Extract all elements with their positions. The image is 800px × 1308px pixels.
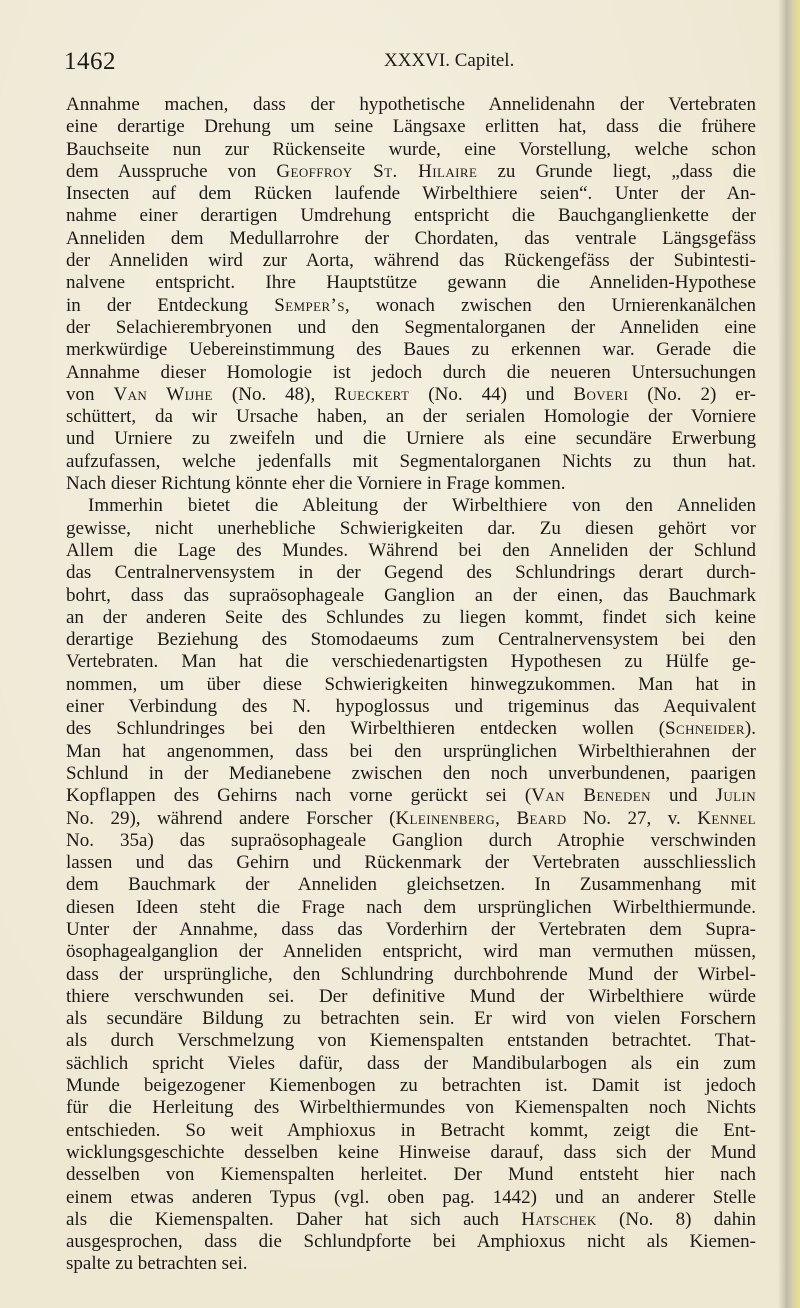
text-run: No. 35a) das supraösophageale Ganglion durch Atrophie verschwinden xyxy=(66,829,756,851)
text-line xyxy=(66,1187,756,1209)
text-run: dem Ausspruche von xyxy=(66,160,277,182)
author-name: Kennel xyxy=(697,807,756,829)
text-line xyxy=(66,1075,756,1097)
text-run: der Selachierembryonen und den Segmentalorganen der Anneliden eine xyxy=(66,316,756,338)
running-head xyxy=(64,42,754,82)
text-line xyxy=(66,897,756,919)
text-line xyxy=(66,228,756,250)
text-line xyxy=(66,629,756,651)
text-run: Man hat angenommen, dass bei den ursprünglichen Wirbelthierahnen der xyxy=(66,740,756,762)
text-line xyxy=(66,518,756,540)
text-run: schüttert, da wir Ursache haben, an der serialen Homologie der Vorniere xyxy=(66,406,756,428)
text-line xyxy=(66,250,756,272)
text-run: des Schlundringes bei den Wirbelthieren entdecken wollen ( xyxy=(66,718,666,740)
text-run: (No. 48), xyxy=(212,383,335,405)
text-line xyxy=(66,295,756,317)
text-run: einer Verbindung des N. hypoglossus und trigeminus das Aequivalent xyxy=(66,696,756,718)
text-line xyxy=(66,139,756,161)
text-run: entschieden. So weit Amphioxus in Betracht kommt, zeigt die Ent- xyxy=(66,1119,756,1141)
text-line xyxy=(66,763,756,785)
text-line xyxy=(66,785,756,807)
author-name: Boveri xyxy=(573,383,629,405)
text-line xyxy=(66,852,756,874)
text-line xyxy=(66,941,756,963)
author-name: Julin xyxy=(715,785,756,807)
text-line xyxy=(66,585,756,607)
text-run: der Anneliden wird zur Aorta, während das Rückengefäss der Subintesti- xyxy=(66,250,756,272)
author-name: Schneider xyxy=(665,718,745,740)
text-run: derartige Beziehung des Stomodaeums zum Centralnervensystem bei den xyxy=(66,629,756,651)
text-run: in der Entdeckung xyxy=(66,294,275,316)
text-line xyxy=(66,919,756,941)
page-edge-shadow xyxy=(778,0,800,1308)
text-line xyxy=(66,1030,756,1052)
text-line xyxy=(66,317,756,339)
text-run: bohrt, dass das supraösophageale Ganglion an der einen, das Bauchmark xyxy=(66,584,756,606)
text-run: Schlund in der Medianebene zwischen den noch unverbundenen, paarigen xyxy=(66,762,756,784)
text-run: Annahme dieser Homologie ist jedoch durch die neueren Untersuchungen xyxy=(66,361,756,383)
text-run: an der anderen Seite des Schlundes zu liegen kommt, findet sich keine xyxy=(66,606,756,628)
text-run: Anneliden dem Medullarrohre der Chordaten, das ventrale Längsgefäss xyxy=(66,227,756,249)
text-line xyxy=(66,205,756,227)
text-line xyxy=(66,1209,756,1231)
text-run: gewisse, nicht unerhebliche Schwierigkeiten dar. Zu diesen gehört vor xyxy=(66,517,756,539)
text-run: Immerhin bietet die Ableitung der Wirbelthiere von den Anneliden xyxy=(88,495,756,517)
text-run: Unter der Annahme, dass das Vorderhirn der Vertebraten dem Supra- xyxy=(66,918,756,940)
text-run: desselben von Kiemenspalten herleitet. Der Mund entsteht hier nach xyxy=(66,1164,756,1186)
text-run: Bauchseite nun zur Rückenseite wurde, eine Vorstellung, welche schon xyxy=(66,138,756,160)
text-run: einem etwas anderen Typus (vgl. oben pag. 1442) und an anderer Stelle xyxy=(66,1186,756,1208)
text-line xyxy=(66,161,756,183)
text-run: , wonach zwischen den Urnierenkanälchen xyxy=(344,294,756,316)
body-text xyxy=(66,94,756,1276)
text-line xyxy=(66,1142,756,1164)
text-line xyxy=(66,830,756,852)
text-run: von xyxy=(66,383,114,405)
text-run: Munde beigezogener Kiemenbogen zu betrachten ist. Damit ist jedoch xyxy=(66,1075,756,1097)
text-run: diesen Ideen steht die Frage nach dem ursprünglichen Wirbelthiermunde. xyxy=(66,896,756,918)
author-name: Rueckert xyxy=(334,383,410,405)
text-line xyxy=(66,562,756,584)
text-line xyxy=(66,1008,756,1030)
text-run: und xyxy=(650,785,716,807)
text-run: dem Bauchmark der Anneliden gleichsetzen. In Zusammenhang mit xyxy=(66,874,756,896)
text-run: als durch Verschmelzung von Kiemenspalten entstanden betrachtet. That- xyxy=(66,1030,756,1052)
text-run: ausgesprochen, dass die Schlundpforte bei Amphioxus nicht als Kiemen- xyxy=(66,1231,756,1253)
text-run: als die Kiemenspalten. Daher hat sich auch xyxy=(66,1208,522,1230)
text-run: nommen, um über diese Schwierigkeiten hinwegzukommen. Man hat in xyxy=(66,673,756,695)
text-run: Kopflappen des Gehirns nach vorne gerückt sei ( xyxy=(66,785,532,807)
text-run: dass der ursprüngliche, den Schlundring durchbohrende Mund der Wirbel- xyxy=(66,963,756,985)
text-line xyxy=(66,651,756,673)
text-run: das Centralnervensystem in der Gegend des Schlundrings derart durch- xyxy=(66,562,756,584)
text-run: lassen und das Gehirn und Rückenmark der Vertebraten ausschliesslich xyxy=(66,852,756,874)
text-run: Nach dieser Richtung könnte eher die Vorniere in Frage kommen. xyxy=(66,473,566,495)
text-run: No. 29), während andere Forscher ( xyxy=(66,807,396,829)
text-line xyxy=(66,495,756,517)
text-run: für die Herleitung des Wirbelthiermundes von Kiemenspalten noch Nichts xyxy=(66,1097,756,1119)
text-line xyxy=(66,964,756,986)
text-run: Vertebraten. Man hat die verschiedenartigsten Hypothesen zu Hülfe ge- xyxy=(66,651,756,673)
text-line xyxy=(66,1053,756,1075)
text-line xyxy=(66,1120,756,1142)
text-line xyxy=(66,808,756,830)
author-name: Semper’s xyxy=(274,294,345,316)
text-run: ). xyxy=(744,718,756,740)
text-run: (No. 2) er- xyxy=(628,383,756,405)
text-line xyxy=(66,696,756,718)
text-run: Allem die Lage des Mundes. Während bei den Anneliden der Schlund xyxy=(66,539,756,561)
text-line xyxy=(66,1097,756,1119)
text-line xyxy=(66,406,756,428)
text-line xyxy=(66,116,756,138)
text-run: sächlich spricht Vieles dafür, dass der Mandibularbogen als ein zum xyxy=(66,1052,756,1074)
text-run: Insecten auf dem Rücken laufende Wirbelthiere seien“. Unter der An- xyxy=(66,183,756,205)
text-line xyxy=(66,741,756,763)
text-run: thiere verschwunden sei. Der definitive Mund der Wirbelthiere würde xyxy=(66,985,756,1007)
text-line xyxy=(66,718,756,740)
text-run: als secundäre Bildung zu betrachten sein. Er wird von vielen Forschern xyxy=(66,1008,756,1030)
text-line xyxy=(66,94,756,116)
author-name: Van Wijhe xyxy=(113,383,213,405)
text-line xyxy=(66,339,756,361)
text-line xyxy=(66,1164,756,1186)
text-line xyxy=(66,428,756,450)
author-name: Geoffroy St. Hilaire xyxy=(276,160,478,182)
author-name: Hatschek xyxy=(521,1208,597,1230)
text-line xyxy=(66,384,756,406)
text-line xyxy=(66,1231,756,1253)
text-line xyxy=(66,272,756,294)
text-run: zu Grunde liegt, „dass die xyxy=(477,160,756,182)
text-run: merkwürdige Uebereinstimmung des Baues zu erkennen war. Gerade die xyxy=(66,339,756,361)
text-run: , xyxy=(495,807,517,829)
text-run: nahme einer derartigen Umdrehung entspricht die Bauchganglienkette der xyxy=(66,205,756,227)
page-number: 1462 xyxy=(64,48,116,75)
text-line xyxy=(66,1253,756,1275)
text-run: aufzufassen, welche jedenfalls mit Segmentalorganen Nichts zu thun hat. xyxy=(66,450,756,472)
text-line xyxy=(66,362,756,384)
text-line xyxy=(66,540,756,562)
author-name: Kleinenberg xyxy=(395,807,496,829)
author-name: Van Beneden xyxy=(531,785,651,807)
text-line xyxy=(66,986,756,1008)
chapter-title: XXXVI. Capitel. xyxy=(384,50,515,71)
text-line xyxy=(66,183,756,205)
text-run: Annahme machen, dass der hypothetische Annelidenahn der Vertebraten xyxy=(66,94,756,115)
text-run: (No. 44) und xyxy=(409,383,574,405)
text-run: (No. 8) dahin xyxy=(596,1208,756,1230)
text-run: spalte zu betrachten sei. xyxy=(66,1253,248,1275)
author-name: Beard xyxy=(516,807,567,829)
text-line xyxy=(66,874,756,896)
text-run: ösophagealganglion der Anneliden entspricht, wird man vermuthen müssen, xyxy=(66,941,756,963)
text-run: wicklungsgeschichte desselben keine Hinweise darauf, dass sich der Mund xyxy=(66,1141,756,1163)
text-line xyxy=(66,607,756,629)
text-line xyxy=(66,473,756,495)
text-run: und Urniere zu zweifeln und die Urniere als eine secundäre Erwerbung xyxy=(66,428,756,450)
text-run: No. 27, v. xyxy=(566,807,698,829)
text-line xyxy=(66,674,756,696)
text-line xyxy=(66,451,756,473)
text-run: nalvene entspricht. Ihre Hauptstütze gewann die Anneliden-Hypothese xyxy=(66,272,756,294)
text-run: eine derartige Drehung um seine Längsaxe erlitten hat, dass die frühere xyxy=(66,116,756,138)
